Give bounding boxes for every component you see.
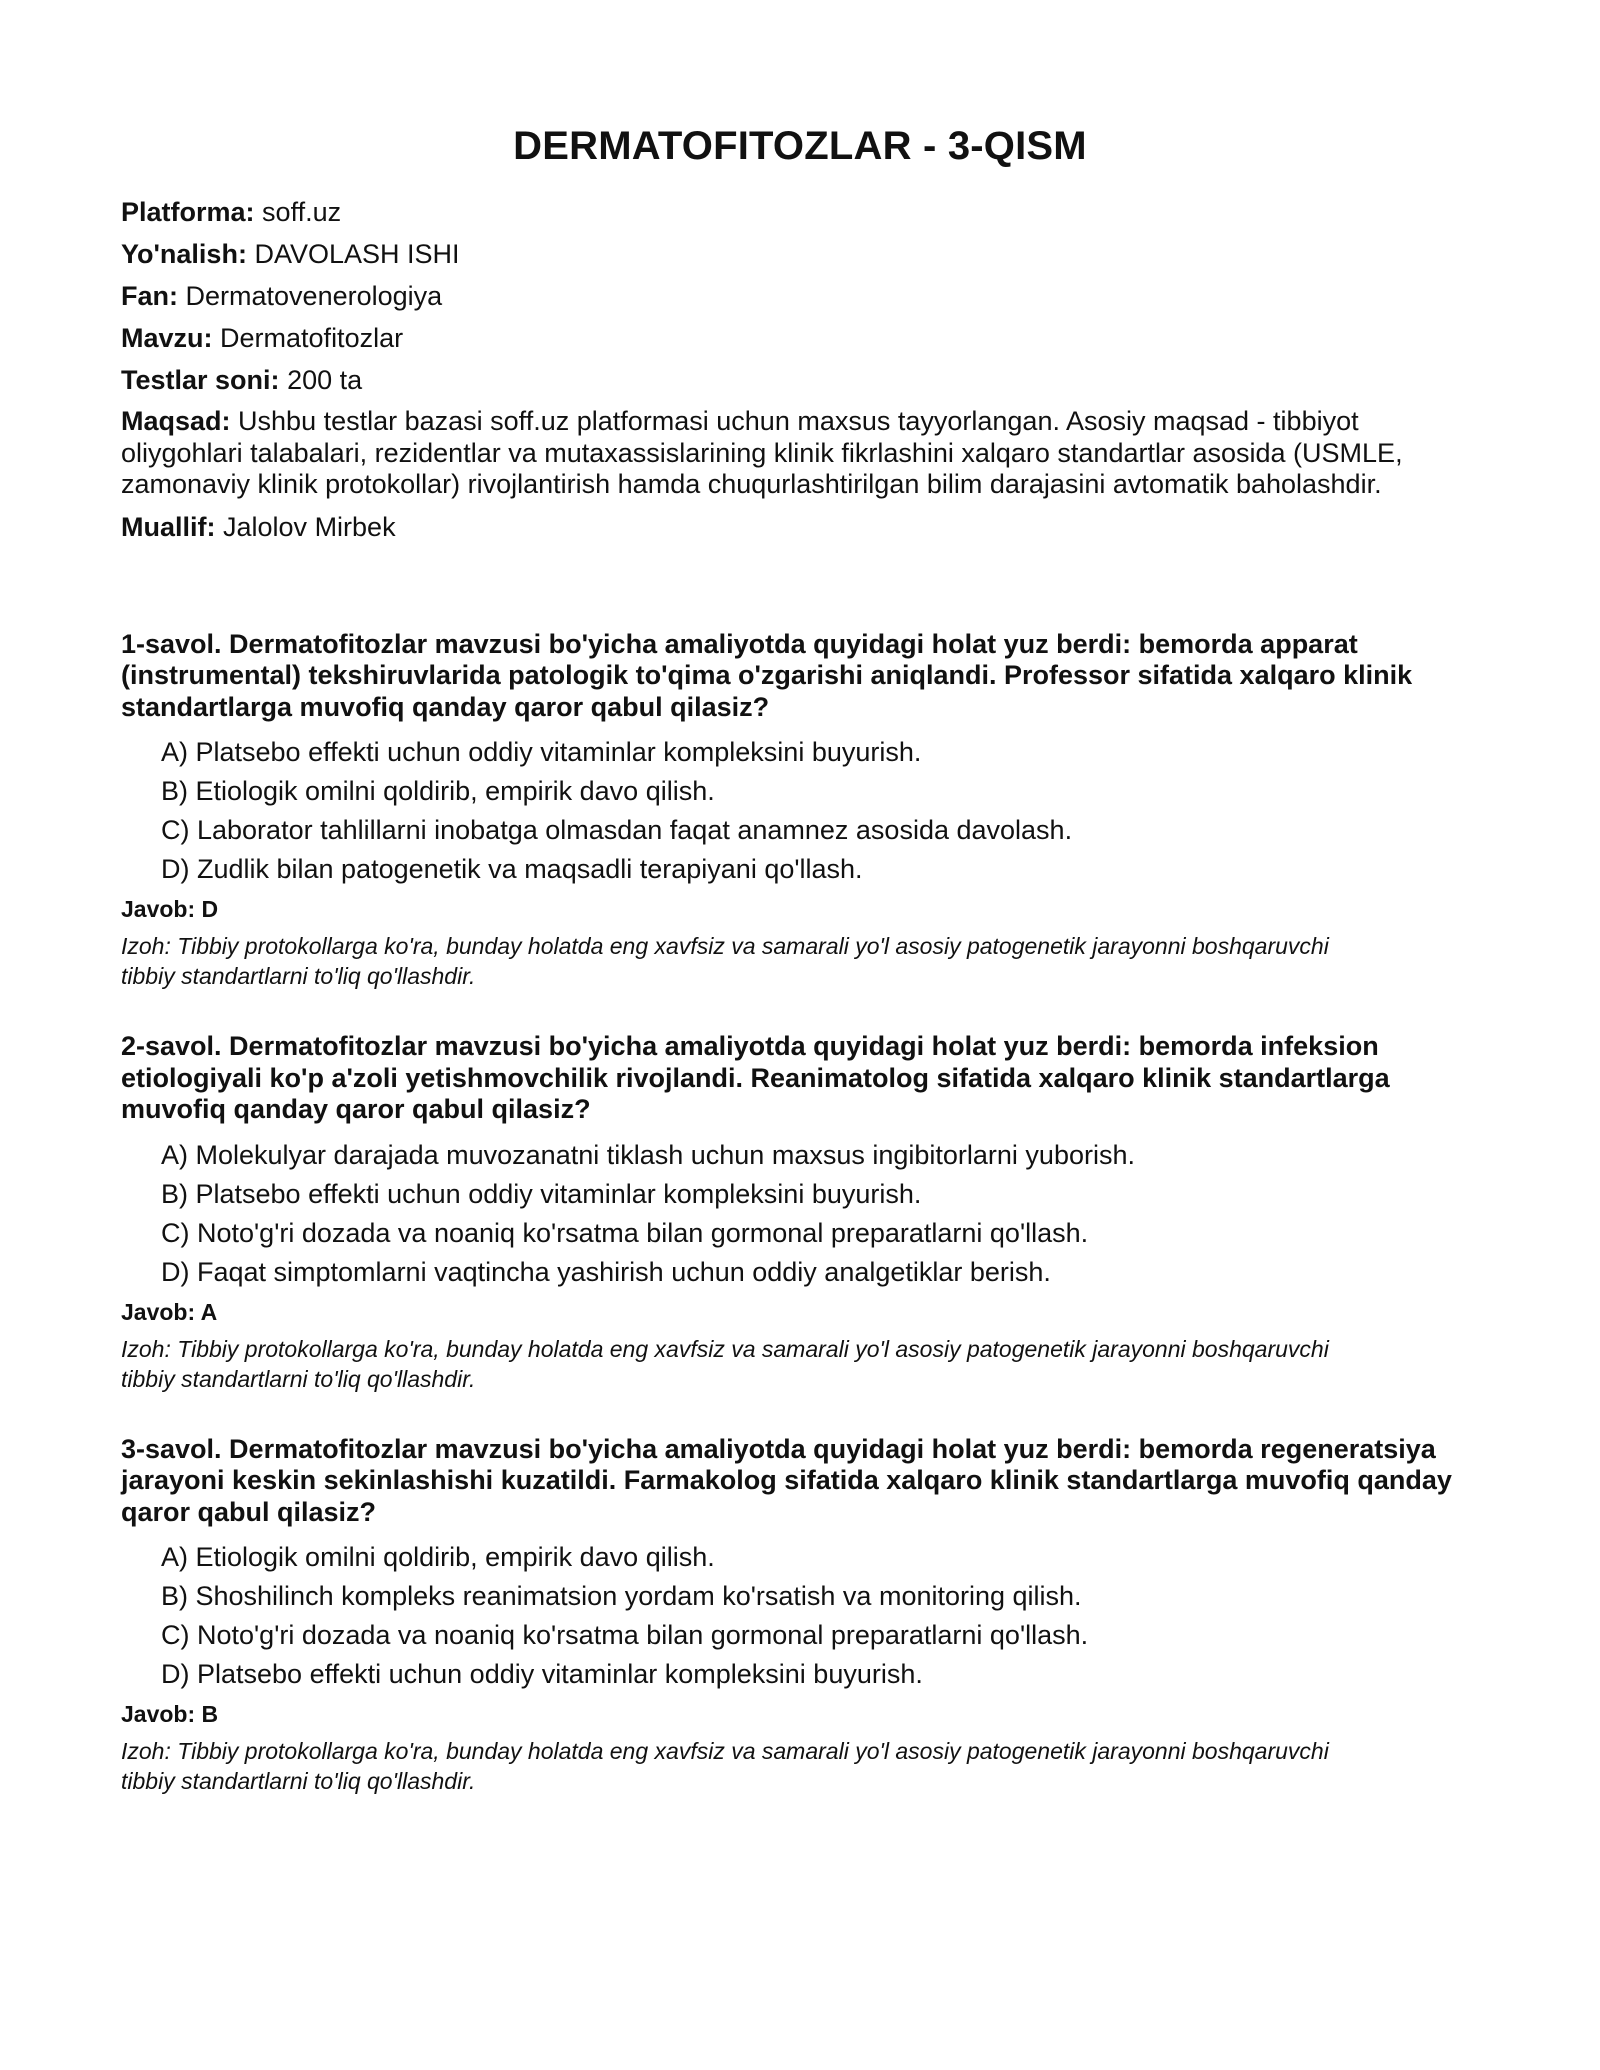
answer-label: Javob: D — [121, 896, 219, 922]
option-b: B) Platsebo effekti uchun oddiy vitaminlar kompleksini buyurish. — [161, 1178, 922, 1209]
answer-label: Javob: A — [121, 1298, 218, 1325]
meta-label: Platforma: — [121, 197, 255, 227]
meta-label: Maqsad: — [121, 406, 231, 436]
explanation-note: Izoh: Tibbiy protokollarga ko'ra, bunday holatda eng xavfsiz va samarali yo'l asosiy patogenetik jarayonni boshqaruvchi tibbiy standartlarni to'liq qo'llashdir. — [121, 1738, 1329, 1794]
question-item — [121, 1434, 1479, 1797]
meta-direction — [121, 238, 1479, 270]
meta-value: DAVOLASH ISHI — [254, 239, 460, 269]
option-a: A) Etiologik omilni qoldirib, empirik davo qilish. — [161, 1542, 715, 1572]
meta-subject — [121, 280, 1479, 312]
option-d: D) Faqat simptomlarni vaqtincha yashirish uchun oddiy analgetiklar berish. — [161, 1256, 1051, 1287]
meta-label: Yo'nalish: — [121, 239, 247, 269]
question-item — [121, 629, 1479, 992]
meta-label: Muallif: — [121, 511, 216, 542]
document-page — [121, 118, 1479, 1836]
option-c: C) Noto'g'ri dozada va noaniq ko'rsatma bilan gormonal preparatlarni qo'llash. — [161, 1620, 1089, 1650]
options-list — [121, 1542, 1479, 1690]
option-d: D) Platsebo effekti uchun oddiy vitaminlar kompleksini buyurish. — [161, 1659, 923, 1689]
question-text: 1-savol. Dermatofitozlar mavzusi bo'yicha amaliyotda quyidagi holat yuz berdi: bemorda apparat (instrumental) tekshiruvlarida patologik to'qima o'zgarishi aniqlandi. Professor sifatida xalqaro klinik standartlarga muvofiq qanday qaror qabul qilasiz? — [121, 628, 1413, 722]
option-d: D) Zudlik bilan patogenetik va maqsadli terapiyani qo'llash. — [161, 854, 863, 884]
option-b: B) Etiologik omilni qoldirib, empirik davo qilish. — [161, 776, 715, 806]
document-title: DERMATOFITOZLAR - 3-QISM — [513, 124, 1087, 168]
meta-goal — [121, 406, 1479, 501]
meta-value: Dermatofitozlar — [220, 323, 404, 353]
explanation-note: Izoh: Tibbiy protokollarga ko'ra, bunday holatda eng xavfsiz va samarali yo'l asosiy patogenetik jarayonni boshqaruvchi tibbiy standartlarni to'liq qo'llashdir. — [121, 1335, 1329, 1392]
options-list — [121, 1140, 1479, 1288]
meta-value: Jalolov Mirbek — [223, 511, 396, 542]
meta-label: Mavzu: — [121, 323, 213, 353]
meta-author — [121, 511, 1479, 543]
meta-value: 200 ta — [287, 365, 363, 395]
options-list — [121, 737, 1479, 885]
option-c: C) Laborator tahlillarni inobatga olmasdan faqat anamnez asosida davolash. — [161, 815, 1073, 845]
answer-label: Javob: B — [121, 1701, 219, 1727]
option-b: B) Shoshilinch kompleks reanimatsion yordam ko'rsatish va monitoring qilish. — [161, 1581, 1082, 1611]
option-c: C) Noto'g'ri dozada va noaniq ko'rsatma bilan gormonal preparatlarni qo'llash. — [161, 1217, 1089, 1248]
meta-value: Dermatovenerologiya — [185, 281, 443, 311]
meta-platform — [121, 196, 1479, 228]
meta-test-count — [121, 364, 1479, 396]
meta-topic — [121, 322, 1479, 354]
metadata-block — [121, 196, 1479, 543]
option-a: A) Platsebo effekti uchun oddiy vitaminlar kompleksini buyurish. — [161, 737, 922, 767]
question-item — [121, 1031, 1479, 1394]
questions-list — [121, 629, 1479, 1797]
question-text: 3-savol. Dermatofitozlar mavzusi bo'yicha amaliyotda quyidagi holat yuz berdi: bemorda regeneratsiya jarayoni keskin sekinlashishi kuzatildi. Farmakolog sifatida xalqaro klinik standartlarga muvofiq qanday qaror qabul qilasiz? — [121, 1433, 1452, 1527]
meta-value: Ushbu testlar bazasi soff.uz platformasi uchun maxsus tayyorlangan. Asosiy maqsad - tibbiyot oliygohlari talabalari, rezidentlar va mutaxassislarining klinik fikrlashini xalqaro standartlar asosida (USMLE, zamonaviy klinik protokollar) rivojlantirish hamda chuqurlashtirilgan bilim darajasini avtomatik baholashdir. — [121, 406, 1403, 499]
question-text: 2-savol. Dermatofitozlar mavzusi bo'yicha amaliyotda quyidagi holat yuz berdi: bemorda infeksion etiologiyali ko'p a'zoli yetishmovchilik rivojlandi. Reanimatolog sifatida xalqaro klinik standartlarga muvofiq qanday qaror qabul qilasiz? — [121, 1031, 1390, 1124]
meta-value: soff.uz — [262, 197, 342, 227]
meta-label: Fan: — [121, 281, 178, 311]
meta-label: Testlar soni: — [121, 365, 280, 395]
option-a: A) Molekulyar darajada muvozanatni tiklash uchun maxsus ingibitorlarni yuborish. — [161, 1139, 1135, 1170]
explanation-note: Izoh: Tibbiy protokollarga ko'ra, bunday holatda eng xavfsiz va samarali yo'l asosiy patogenetik jarayonni boshqaruvchi tibbiy standartlarni to'liq qo'llashdir. — [121, 933, 1329, 989]
